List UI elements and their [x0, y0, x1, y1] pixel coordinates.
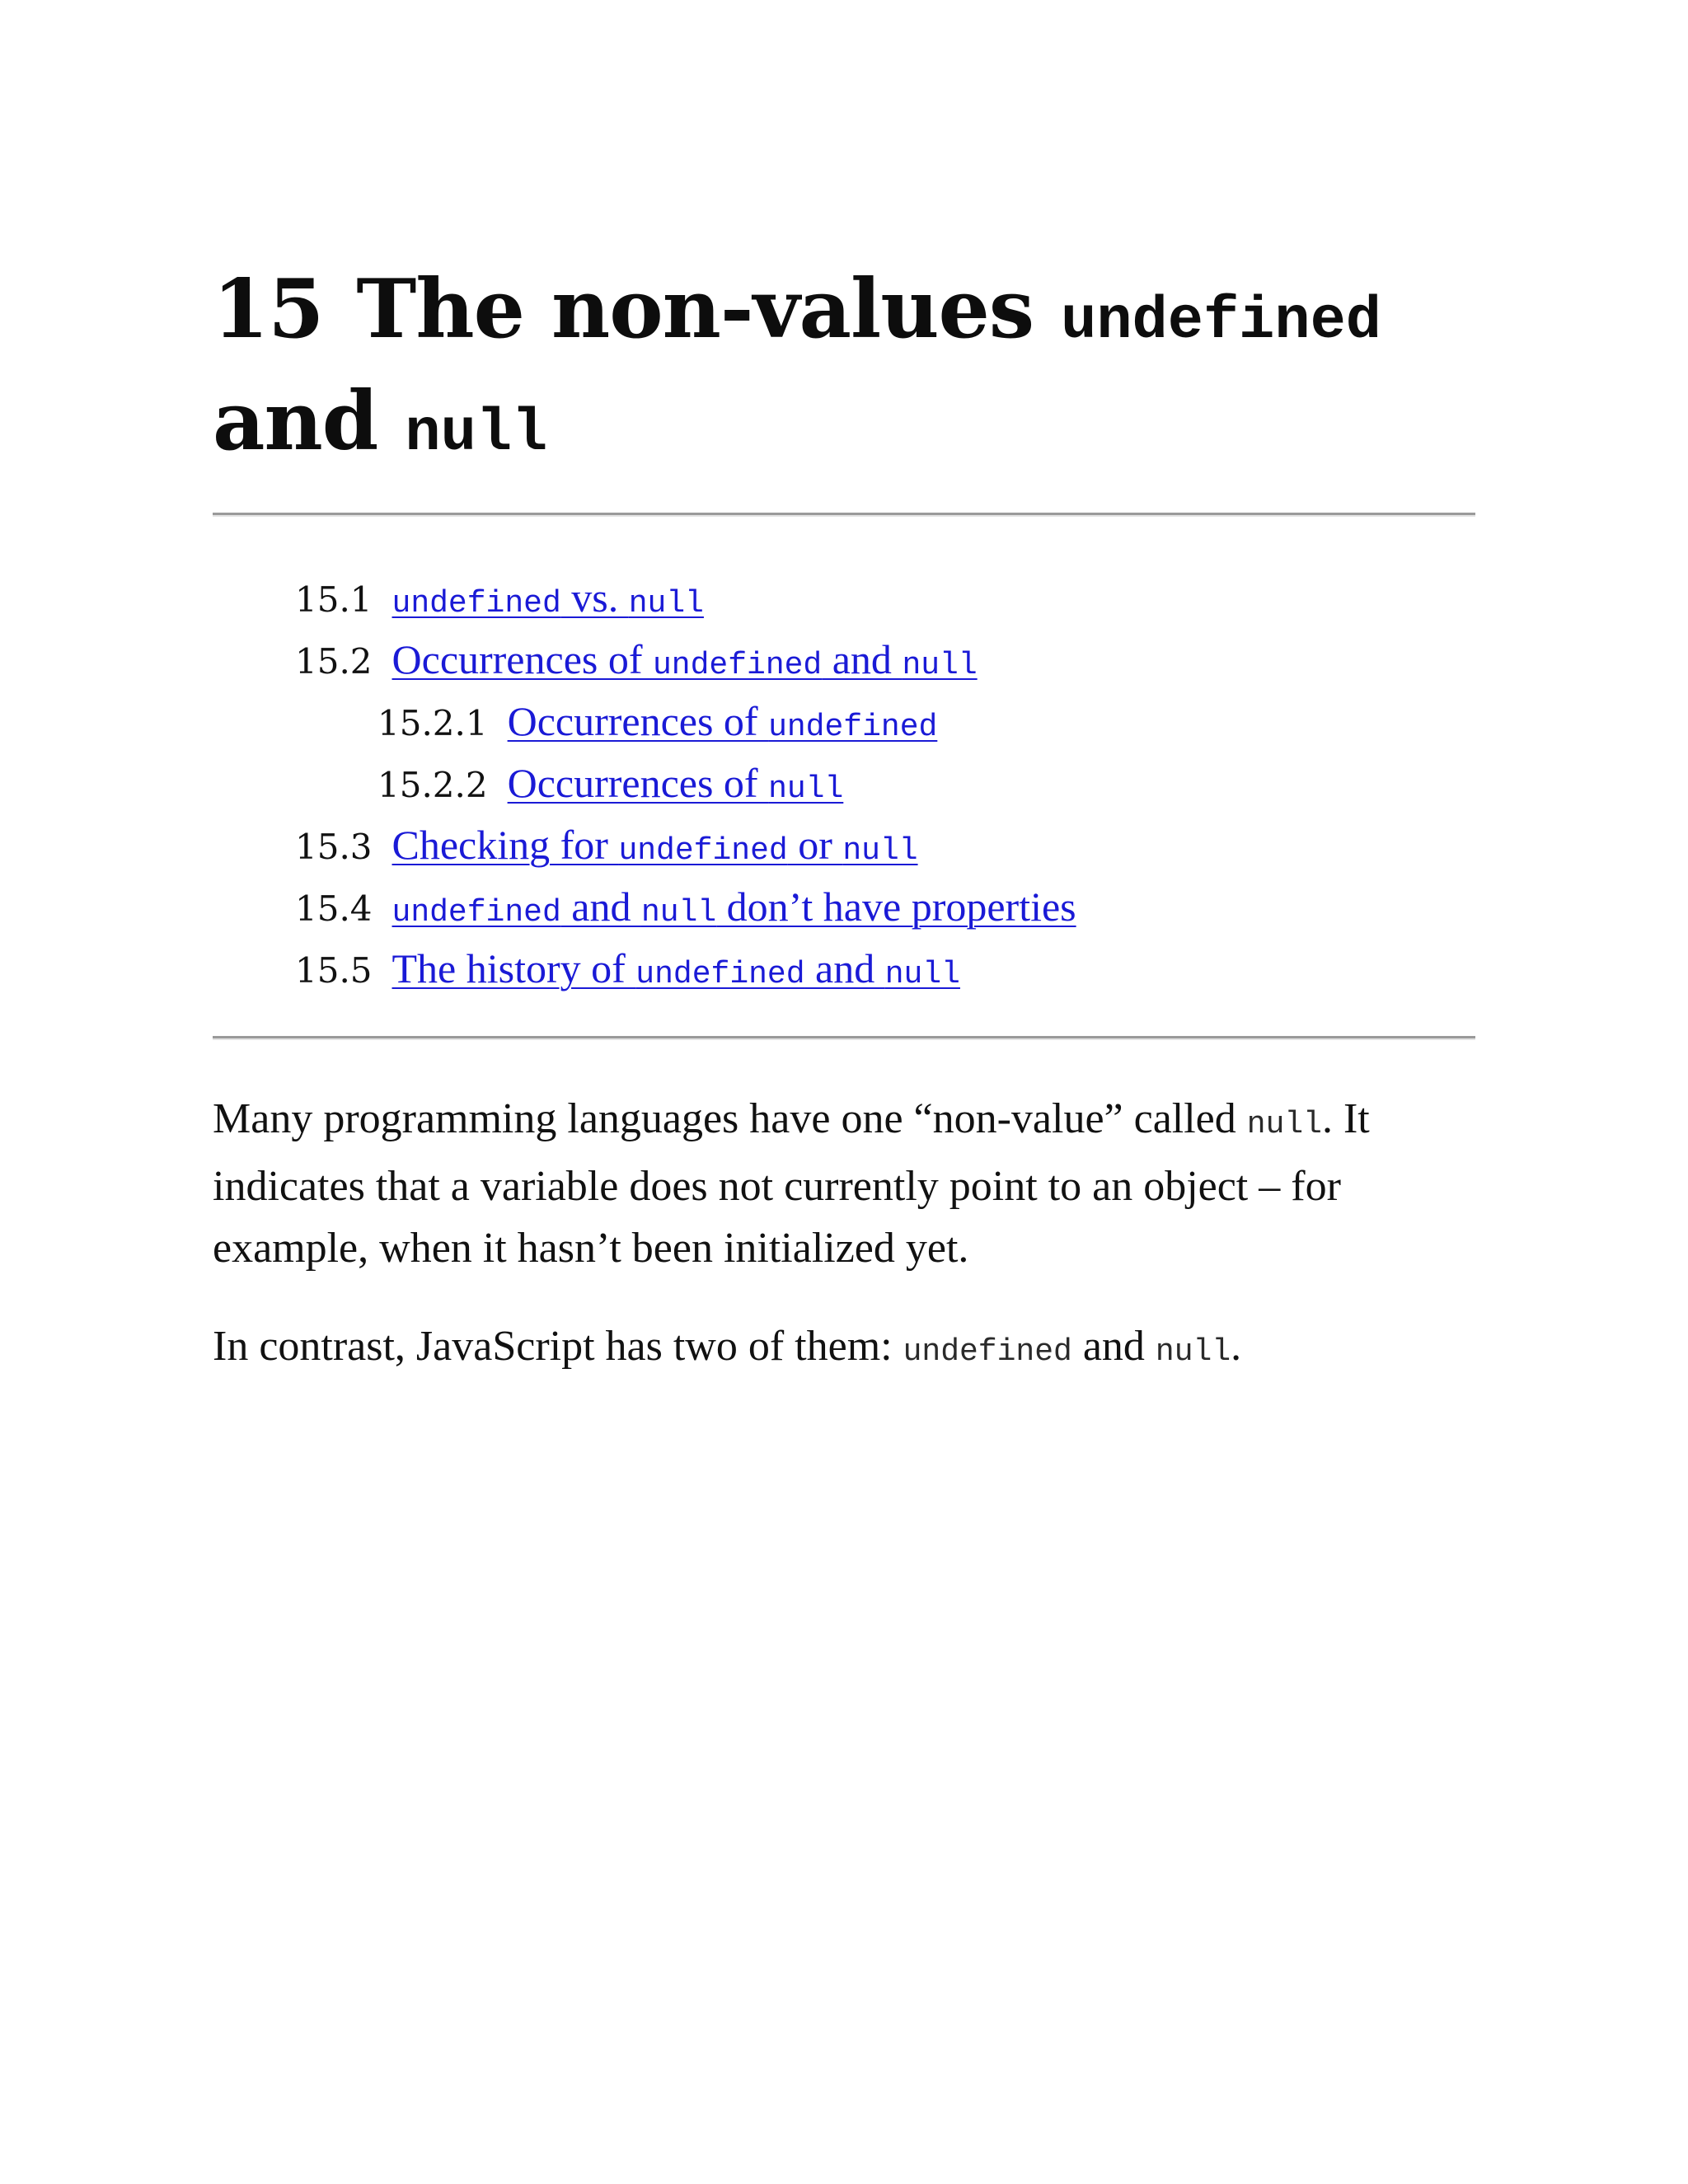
toc-number: 15.2 — [295, 641, 373, 682]
chapter-title-code-null: null — [405, 400, 548, 467]
toc-link-code: null — [842, 833, 918, 869]
table-of-contents — [295, 567, 1076, 1000]
toc-link-text: and — [560, 883, 641, 930]
divider-bottom — [213, 1036, 1475, 1040]
chapter-title-code-undefined: undefined — [1061, 288, 1382, 355]
intro-paragraph — [213, 1088, 1475, 1279]
toc-link-occurrences[interactable] — [392, 636, 978, 682]
toc-link-text: Occurrences of — [392, 636, 653, 682]
chapter-title-text-1: The non-values — [356, 262, 1062, 357]
toc-link-text: Occurrences of — [507, 760, 769, 806]
toc-link-text: Checking for — [392, 822, 619, 868]
toc-link-history[interactable] — [392, 945, 960, 991]
toc-number: 15.2.1 — [377, 703, 488, 743]
toc-number: 15.5 — [295, 950, 373, 991]
toc-link-text: and — [804, 945, 885, 991]
toc-link-text: Occurrences of — [507, 698, 769, 744]
inline-code-null: null — [1155, 1334, 1231, 1370]
inline-code-null: null — [1246, 1107, 1322, 1142]
toc-link-checking[interactable] — [392, 822, 918, 868]
toc-item-15-2-2 — [295, 752, 1076, 814]
toc-link-code: null — [768, 771, 844, 807]
toc-item-15-5 — [295, 938, 1076, 1000]
contrast-paragraph — [213, 1315, 1475, 1383]
divider-top — [213, 513, 1475, 517]
toc-link-occurrences-undefined[interactable] — [508, 698, 938, 744]
chapter-title-text-2: and — [213, 374, 406, 469]
toc-link-code: undefined — [618, 833, 788, 869]
paragraph-text: . It indicates that a variable does not currently point to an object – for example, when it hasn’t been initialized yet. — [213, 1095, 1370, 1272]
toc-link-code: undefined — [768, 710, 938, 745]
toc-link-text: or — [787, 822, 843, 868]
toc-number: 15.3 — [295, 827, 373, 867]
toc-item-15-2 — [295, 629, 1076, 691]
toc-item-15-3 — [295, 814, 1076, 876]
toc-link-code: undefined — [392, 895, 561, 930]
toc-link-text: and — [822, 636, 903, 682]
paragraph-text: In contrast, JavaScript has two of them: — [213, 1323, 903, 1370]
chapter-title — [213, 260, 1475, 484]
toc-number: 15.2.2 — [377, 765, 488, 805]
toc-link-code: null — [628, 586, 704, 621]
toc-item-15-1 — [295, 567, 1076, 629]
chapter-number: 15 — [213, 262, 324, 357]
toc-link-code: null — [884, 957, 960, 992]
toc-link-code: null — [902, 648, 978, 683]
toc-link-no-properties[interactable] — [392, 883, 1076, 930]
paragraph-text: and — [1071, 1323, 1156, 1370]
toc-link-code: undefined — [653, 648, 823, 683]
toc-item-15-2-1 — [295, 691, 1076, 752]
toc-link-occurrences-null[interactable] — [508, 760, 844, 806]
toc-link-code: undefined — [392, 586, 561, 621]
toc-link-text: The history of — [392, 945, 636, 991]
toc-number: 15.1 — [295, 579, 373, 620]
toc-link-text: don’t have properties — [716, 883, 1076, 930]
toc-number: 15.4 — [295, 888, 373, 929]
toc-link-text: vs. — [560, 574, 629, 621]
toc-link-code: null — [640, 895, 717, 930]
inline-code-undefined: undefined — [903, 1334, 1072, 1370]
toc-item-15-4 — [295, 876, 1076, 938]
toc-link-code: undefined — [635, 957, 805, 992]
toc-link-undefined-vs-null[interactable] — [392, 574, 704, 621]
paragraph-text: Many programming languages have one “non-value” called — [213, 1095, 1247, 1142]
paragraph-text: . — [1231, 1323, 1242, 1370]
